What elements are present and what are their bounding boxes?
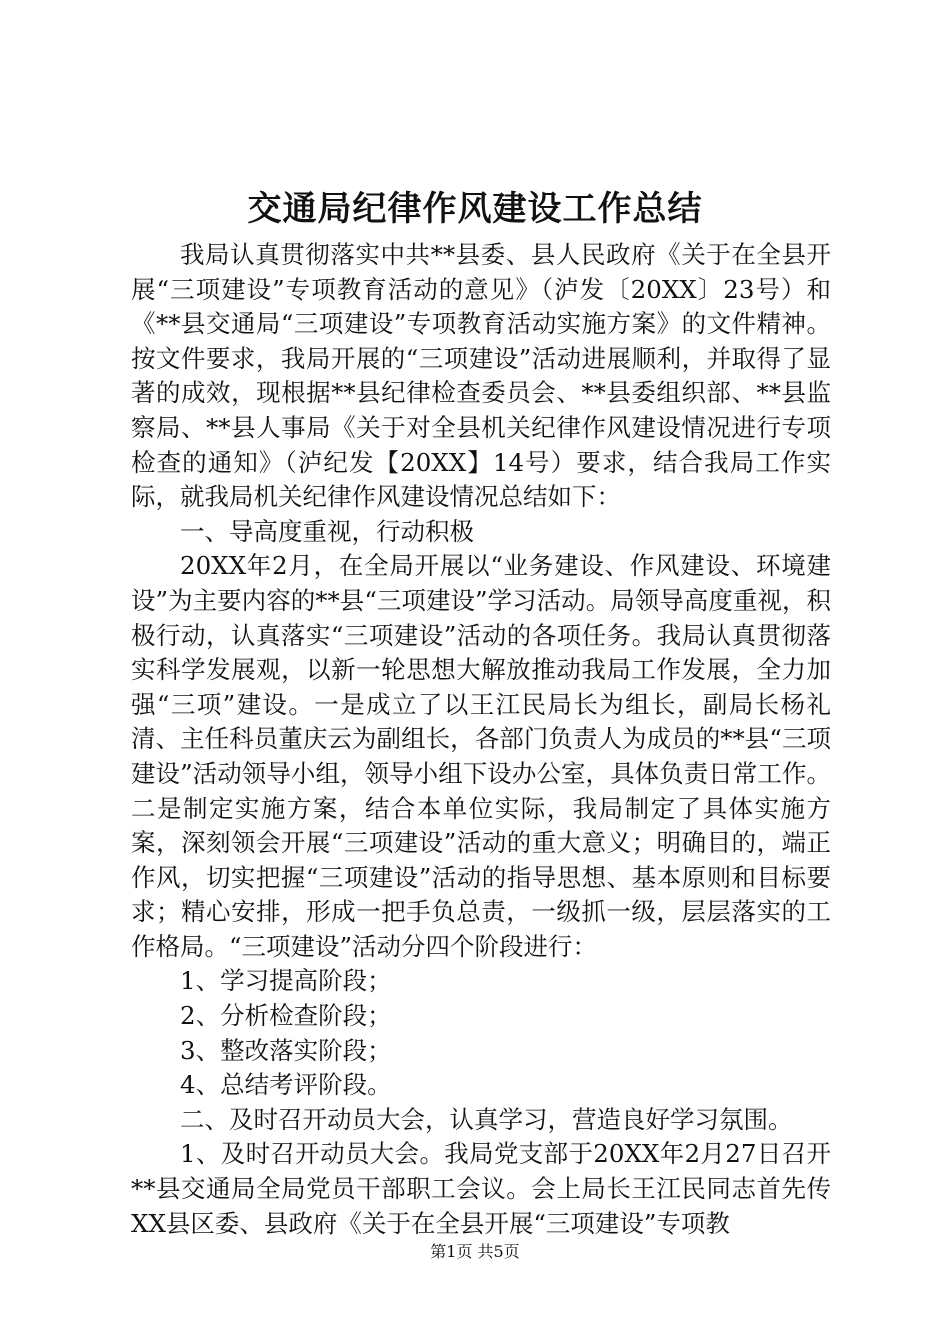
section-heading-2: 二、及时召开动员大会，认真学习，营造良好学习氛围。 [180, 1104, 793, 1134]
section-1-paragraph: 20XX年2月，在全局开展以“业务建设、作风建设、环境建设”为主要内容的**县“三项建设”学习活动。局领导高度重视，积极行动，认真落实“三项建设”活动的各项任务。我局认真贯彻落实科学发展观，以新一轮思想大解放推动我局工作发展，全力加强“三项”建设。一是成立了以王江民局长为组长，副局长杨礼清、主任科员董庆云为副组长，各部门负责人为成员的**县“三项建设”活动领导小组，领导小组下设办公室，具体负责日常工作。二是制定实施方案，结合本单位实际，我局制定了具体实施方案，深刻领会开展“三项建设”活动的重大意义；明确目的，端正作风，切实把握“三项建设”活动的指导思想、基本原则和目标要求；精心安排，形成一把手负总责，一级抓一级，层层落实的工作格局。“三项建设”活动分四个阶段进行： [131, 551, 831, 961]
section-heading-1: 一、导高度重视，行动积极 [180, 516, 474, 546]
document-title: 交通局纪律作风建设工作总结 [247, 189, 703, 229]
stage-list-item: 3、整改落实阶段； [180, 1035, 392, 1065]
page-footer: 第1页 共5页 [430, 1242, 520, 1261]
stage-list-item: 2、分析检查阶段； [180, 1001, 392, 1031]
section-2-paragraph: 1、及时召开动员大会。我局党支部于20XX年2月27日召开**县交通局全局党员干部职工会议。会上局长王江民同志首先传XX县区委、县政府《关于在全县开展“三项建设”专项教 [131, 1139, 831, 1238]
stage-list-item: 4、总结考评阶段。 [180, 1070, 392, 1100]
document-body [131, 238, 831, 1241]
intro-paragraph: 我局认真贯彻落实中共**县委、县人民政府《关于在全县开展“三项建设”专项教育活动的意见》（泸发〔20XX〕23号）和《**县交通局“三项建设”专项教育活动实施方案》的文件精神。按文件要求，我局开展的“三项建设”活动进展顺利，并取得了显著的成效，现根据**县纪律检查委员会、**县委组织部、**县监察局、**县人事局《关于对全县机关纪律作风建设情况进行专项检查的通知》（泸纪发【20XX】14号）要求，结合我局工作实际，就我局机关纪律作风建设情况总结如下： [131, 240, 831, 512]
stage-list-item: 1、学习提高阶段； [180, 966, 392, 996]
